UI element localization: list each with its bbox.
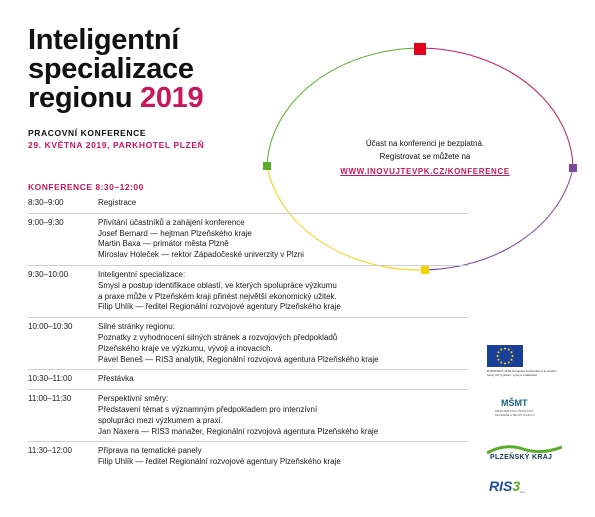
schedule-content xyxy=(98,198,468,209)
schedule-line: Silné stránky regionu: xyxy=(98,322,175,332)
schedule-row xyxy=(28,317,468,365)
eu-star xyxy=(508,362,510,364)
eu-star xyxy=(511,351,513,353)
eu-star xyxy=(511,359,513,361)
schedule-line: Jan Naxera — RIS3 manažer, Regionální rozvojová agentura Plzeňského kraje xyxy=(98,426,379,436)
schedule-line: Příprava na tematické panely xyxy=(98,446,202,456)
eu-star xyxy=(500,349,502,351)
schedule-line: Registrace xyxy=(98,198,137,207)
schedule-content xyxy=(98,218,468,261)
schedule-line: Smysl a postup identifikace oblastí, ve kterých spolupráce výzkumu xyxy=(98,280,337,290)
schedule-line: Filip Uhlík — ředitel Regionální rozvojové agentury Plzeňského kraje xyxy=(98,302,341,312)
schedule-line: Inteligentní specializace: xyxy=(98,269,186,279)
schedule-line: Filip Uhlík — ředitel Regionální rozvojové agentury Plzeňského kraje xyxy=(98,457,341,467)
title-word-regionu: regionu xyxy=(28,82,133,114)
schedule-content xyxy=(98,322,468,365)
msmt-logo-text: MINISTERSTVO ŠKOLSTVÍ, MLÁDEŽE A TĚLOVÝCHOVY xyxy=(495,409,535,417)
schedule-content xyxy=(98,446,468,468)
event-date-place: 29. KVĚTNA 2019, PARKHOTEL PLZEŇ xyxy=(28,140,205,150)
schedule-heading: KONFERENCE 8:30–12:00 xyxy=(28,182,144,192)
schedule-row xyxy=(28,198,468,209)
schedule-time: 9:00–9:30 xyxy=(28,217,64,227)
info-free: Účast na konferenci je bezplatná. xyxy=(365,139,485,148)
schedule xyxy=(28,198,468,468)
event-type: PRACOVNÍ KONFERENCE xyxy=(28,128,147,138)
schedule-line: Martin Baxa — primátor města Plzně xyxy=(98,239,229,249)
schedule-line: spolupráci mezi výzkumem a praxí. xyxy=(98,415,223,425)
registration-info xyxy=(320,137,530,178)
title-line-2: specializace xyxy=(28,53,194,85)
schedule-line: Poznatky z vyhodnocení silných stránek a rozvojových předpokladů xyxy=(98,332,338,342)
schedule-time: 9:30–10:00 xyxy=(28,269,69,279)
schedule-line: Představení témat s významným předpokladem pro intenzívní xyxy=(98,404,318,414)
title-line-1: Inteligentní xyxy=(28,24,180,56)
schedule-line: a praxe může v Plzeňském kraji přinést největší ekonomický užitek. xyxy=(98,291,337,301)
info-register: Registrovat se můžete na xyxy=(379,152,471,161)
schedule-time: 11:00–11:30 xyxy=(28,394,72,404)
eu-star xyxy=(504,363,506,365)
schedule-time: 8:30–9:00 xyxy=(28,198,64,207)
schedule-row xyxy=(28,265,468,313)
eu-star xyxy=(497,355,499,357)
registration-link[interactable]: WWW.INOVUJTEVPK.CZ/KONFERENCE xyxy=(340,167,510,176)
title-year: 2019 xyxy=(140,82,204,114)
eu-flag-icon xyxy=(487,345,523,367)
eu-star xyxy=(498,359,500,361)
schedule-line: Přestávka xyxy=(98,374,134,384)
schedule-time: 11:30–12:00 xyxy=(28,446,72,456)
schedule-row xyxy=(28,441,468,468)
schedule-content xyxy=(98,374,468,385)
schedule-time: 10:30–11:00 xyxy=(28,374,72,384)
eu-star xyxy=(512,355,514,357)
schedule-time: 10:00–10:30 xyxy=(28,322,73,332)
purple-square xyxy=(569,164,577,172)
schedule-line: Pavel Beneš — RIS3 analytik, Regionální rozvojová agentura Plzeňského kraje xyxy=(98,354,379,364)
plzensky-kraj-logo: PLZEŇSKÝ KRAJ xyxy=(490,454,553,461)
eu-star xyxy=(508,349,510,351)
red-square xyxy=(414,43,426,55)
schedule-line: Miroslav Holeček — rektor Západočeské univerzity v Plzni xyxy=(98,250,304,260)
schedule-line: Plzeňského kraje ve výzkumu, vývoji a inovacích. xyxy=(98,343,273,353)
schedule-line: Josef Bernard — hejtman Plzeňského kraje xyxy=(98,228,252,238)
schedule-content xyxy=(98,394,468,437)
eu-logo-text: EVROPSKÁ UNIE Evropské strukturální a investiční fondy OP Výzkum, vývoj a vzdělávání xyxy=(487,369,557,377)
schedule-row xyxy=(28,389,468,437)
ris3-logo: RIS3 xyxy=(489,478,521,494)
msmt-logo: MŠMT xyxy=(501,398,528,408)
eu-star xyxy=(500,362,502,364)
schedule-row xyxy=(28,369,468,385)
ris3-logo-sub: kraj xyxy=(520,490,525,494)
eu-star xyxy=(504,348,506,350)
schedule-row xyxy=(28,213,468,261)
eu-star xyxy=(498,351,500,353)
schedule-content xyxy=(98,270,468,313)
schedule-line: Perspektivní směry: xyxy=(98,394,169,404)
partner-logos xyxy=(487,345,567,494)
schedule-line: Přivítání účastníků a zahájení konference xyxy=(98,217,245,227)
green-square xyxy=(263,162,271,170)
